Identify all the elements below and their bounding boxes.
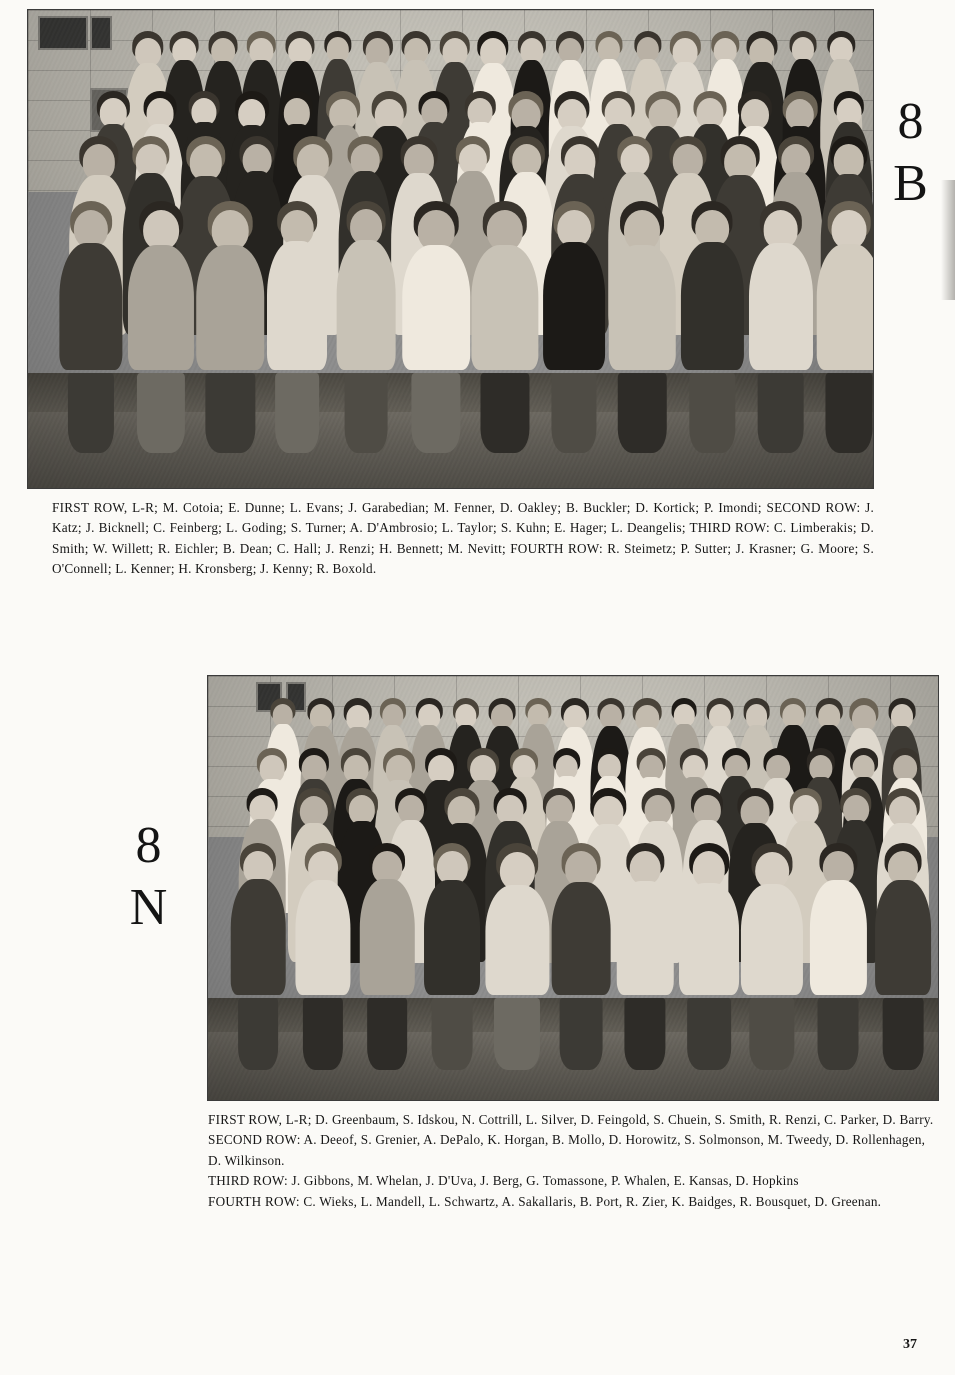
student-torso <box>296 880 351 996</box>
class-label-8b-line1: 8 <box>897 93 925 150</box>
class-label-8n-line1: 8 <box>135 817 163 874</box>
class-photo-8b <box>28 10 873 488</box>
student-figure <box>484 845 550 1070</box>
student-figure <box>542 203 606 453</box>
student-torso <box>749 243 813 370</box>
caption-8n-line-1: FIRST ROW, L-R; D. Greenbaum, S. Idskou, N. Cottrill, L. Silver, D. Feingold, S. Chuein, S. Smith, R. Renzi, C. Parker, D. Barry. <box>208 1112 934 1127</box>
student-torso <box>617 881 673 996</box>
student-legs <box>368 998 408 1070</box>
caption-8n-line-4: FOURTH ROW: C. Wieks, L. Mandell, L. Schwartz, A. Sakallaris, B. Port, R. Zier, K. Baidges, R. Bousquet, D. Greenan. <box>208 1193 882 1209</box>
student-figure <box>423 845 481 1070</box>
student-legs <box>480 373 529 453</box>
student-figure <box>470 203 540 453</box>
student-legs <box>206 373 255 453</box>
student-figure <box>359 845 416 1070</box>
caption-8b-text: FIRST ROW, L-R; M. Cotoia; E. Dunne; L. Evans; J. Garabedian; M. Fenner, D. Oakley; B. Buckler; D. Kortick; P. Imondi; SECOND ROW: J. Katz; J. Bicknell; C. Feinberg; L. Goding; S. Turner; A. D'Ambrosio; L. Taylor; S. Kuhn; E. Hager; L. Deangelis; THIRD ROW: C. Limberakis; D. Smith; W. Willett; R. Eichler; B. Dean; C. Hall; J. Renzi; H. Bennett; M. Nevitt; FOURTH ROW: R. Steimetz; P. Sutter; J. Krasner; G. Moore; S. O'Connell; L. Kenner; H. Kronsberg; J. Kenny; R. Boxold. <box>52 500 874 577</box>
student-torso <box>231 879 286 995</box>
student-legs <box>494 998 540 1070</box>
student-legs <box>137 373 185 453</box>
class-label-8n <box>118 817 180 936</box>
student-legs <box>757 373 804 453</box>
student-figure <box>195 203 265 453</box>
student-figure <box>809 845 868 1070</box>
class-label-8n-line2: N <box>129 879 169 936</box>
student-torso <box>741 884 803 995</box>
student-figure <box>266 203 329 453</box>
student-legs <box>345 373 388 453</box>
student-torso <box>679 883 739 995</box>
student-torso <box>609 245 675 370</box>
student-figure <box>874 845 932 1070</box>
student-figure <box>294 845 351 1070</box>
caption-8n-line-3: THIRD ROW: J. Gibbons, M. Whelan, J. D'Uva, J. Berg, G. Tomassone, P. Whalen, E. Kansas, D. Hopkins <box>208 1173 799 1189</box>
caption-8b <box>52 498 874 580</box>
student-torso <box>197 245 265 369</box>
student-figure <box>336 203 397 453</box>
student-torso <box>471 245 538 369</box>
page-edge-smudge <box>941 180 955 300</box>
student-legs <box>750 998 795 1070</box>
student-legs <box>239 998 279 1070</box>
student-figure <box>230 845 287 1070</box>
student-torso <box>59 243 122 370</box>
student-legs <box>560 998 603 1070</box>
student-legs <box>552 373 597 453</box>
student-legs <box>625 998 666 1070</box>
student-legs <box>303 998 343 1070</box>
student-legs <box>826 373 873 453</box>
student-torso <box>267 241 327 370</box>
class-photo-8n <box>208 676 938 1100</box>
students-group <box>28 10 873 488</box>
student-legs <box>275 373 319 453</box>
student-figure <box>678 845 740 1070</box>
student-torso <box>681 242 743 370</box>
student-legs <box>412 373 461 453</box>
student-torso <box>543 242 605 370</box>
student-torso <box>424 880 480 995</box>
student-figure <box>608 203 677 453</box>
student-figure <box>816 203 873 453</box>
student-figure <box>127 203 196 453</box>
student-torso <box>486 885 549 995</box>
student-legs <box>883 998 924 1070</box>
class-label-8b-line2: B <box>893 155 929 212</box>
student-torso <box>402 245 469 369</box>
student-torso <box>810 880 866 995</box>
student-torso <box>552 882 611 995</box>
student-legs <box>618 373 666 453</box>
student-torso <box>817 244 873 370</box>
student-legs <box>818 998 859 1070</box>
student-legs <box>687 998 731 1070</box>
student-figure <box>550 845 611 1070</box>
student-legs <box>432 998 473 1070</box>
page-number: 37 <box>903 1337 917 1352</box>
students-group <box>208 676 938 1100</box>
student-figure <box>680 203 745 453</box>
class-label-8b <box>880 93 942 212</box>
student-torso <box>875 880 931 995</box>
caption-8n-line-2: SECOND ROW: A. Deeof, S. Grenier, A. DePalo, K. Horgan, B. Mollo, D. Horowitz, S. Solmonson, M. Tweedy, D. Rollenhagen, D. Wilkinson. <box>208 1132 926 1168</box>
student-legs <box>68 373 114 453</box>
student-torso <box>128 245 194 370</box>
student-figure <box>616 845 675 1070</box>
student-figure <box>747 203 814 453</box>
student-figure <box>740 845 805 1070</box>
student-torso <box>337 240 396 370</box>
student-legs <box>690 373 735 453</box>
student-figure <box>58 203 124 453</box>
caption-8n <box>208 1110 938 1212</box>
student-figure <box>401 203 471 453</box>
student-torso <box>360 879 414 995</box>
